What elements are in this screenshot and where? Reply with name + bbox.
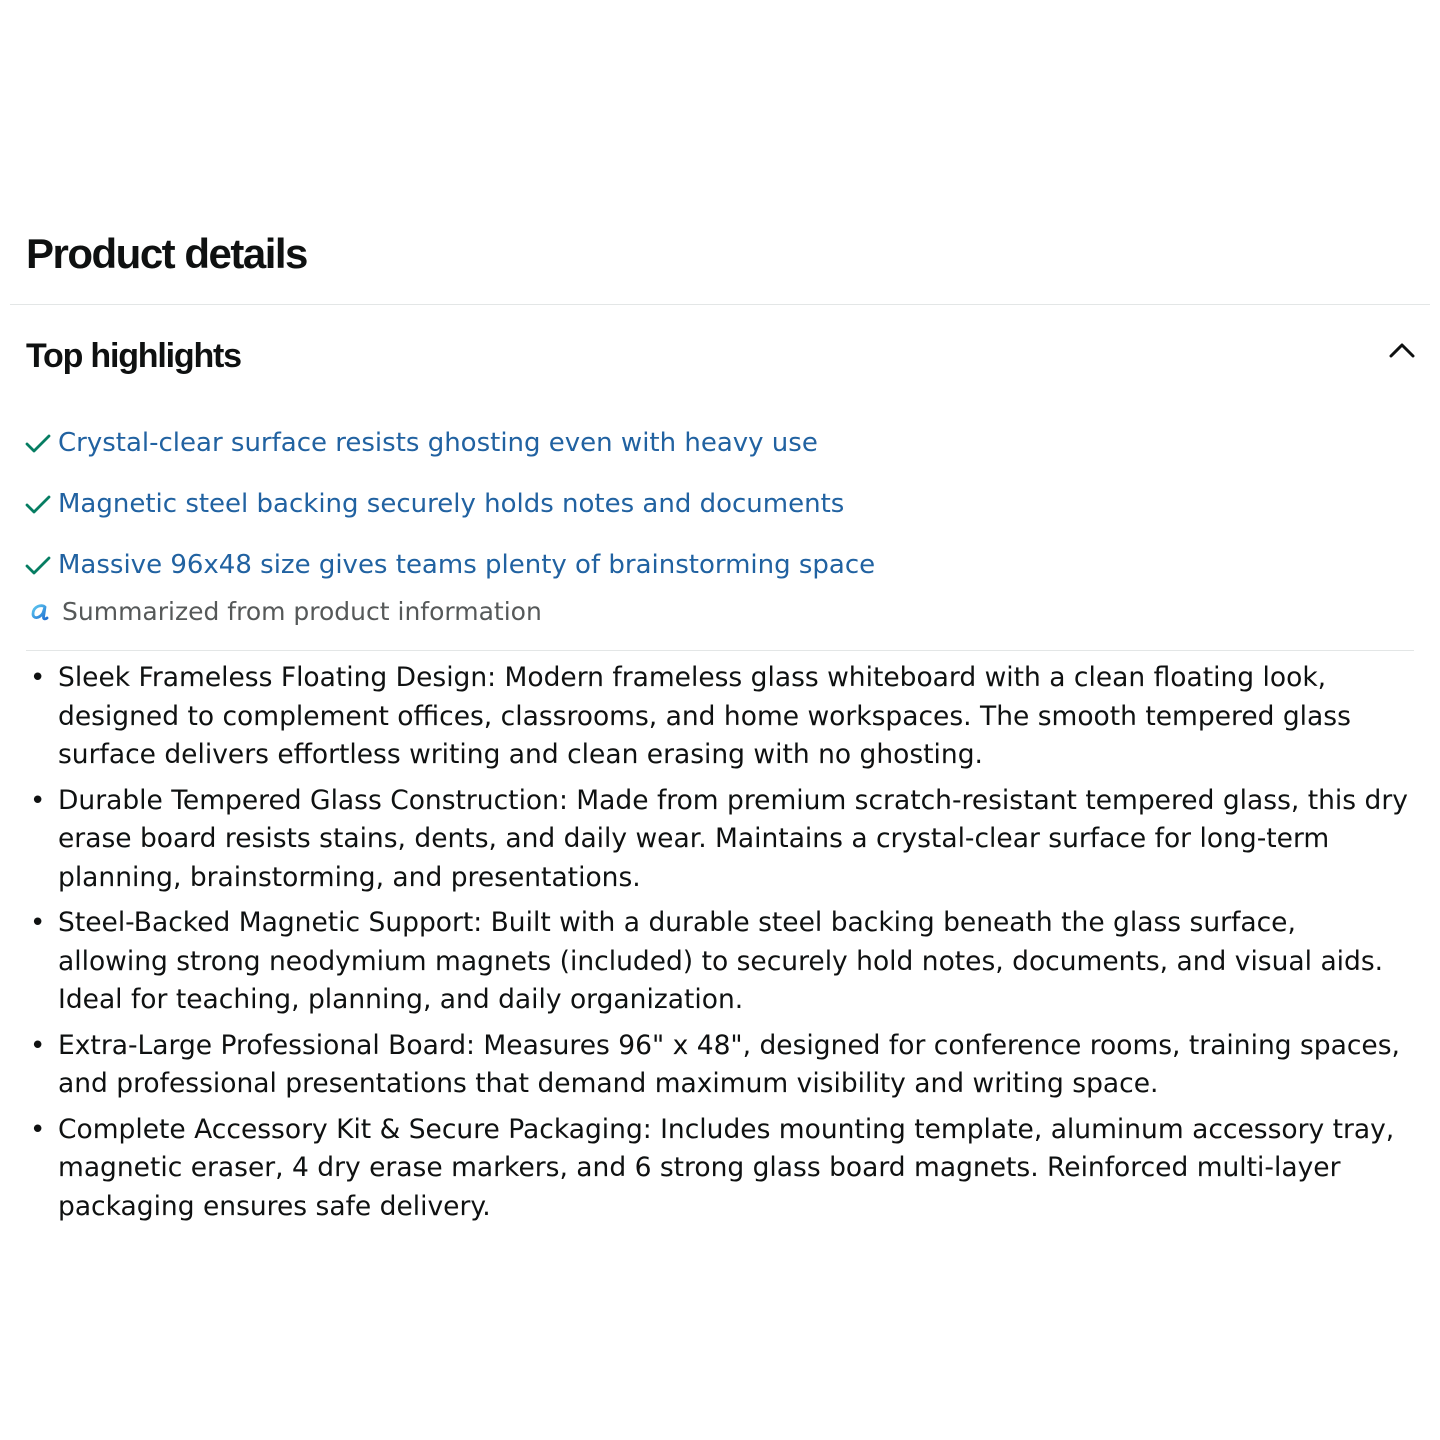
bullet-text: Steel-Backed Magnetic Support: Built with a durable steel backing beneath the glass surface, allowing strong neodymium magnets (included) to securely hold notes, documents, and visual aids. Ideal for teaching, planning, and daily organization.	[58, 907, 1384, 1015]
summary-source-text: Summarized from product information	[62, 597, 542, 626]
section-divider	[26, 650, 1414, 651]
feature-bullet-list	[26, 659, 1416, 1233]
section-divider	[10, 304, 1430, 305]
bullet-icon: •	[30, 1114, 46, 1145]
chevron-up-icon	[1388, 341, 1416, 359]
bullet-icon: •	[30, 908, 46, 938]
list-item	[26, 1027, 1416, 1104]
bullet-icon: •	[30, 785, 46, 816]
highlight-link[interactable]: Magnetic steel backing securely holds notes and documents	[58, 488, 845, 519]
bullet-text: Durable Tempered Glass Construction: Made from premium scratch-resistant tempered glass, this dry erase board resists stains, dents, and daily wear. Maintains a crystal-clear surface for long-term planning, brainstorming, and presentations.	[58, 784, 1408, 893]
highlight-item	[24, 534, 875, 595]
checkmark-icon	[24, 490, 52, 518]
bullet-text: Complete Accessory Kit & Secure Packaging: Includes mounting template, aluminum accessory tray, magnetic eraser, 4 dry erase markers, and 6 strong glass board magnets. Reinforced multi-layer packaging ensures safe delivery.	[58, 1113, 1395, 1222]
highlight-link[interactable]: Massive 96x48 size gives teams plenty of brainstorming space	[58, 549, 876, 580]
highlights-list	[24, 412, 1414, 595]
top-highlights-title: Top highlights	[26, 337, 241, 375]
bullet-icon: •	[30, 1030, 46, 1061]
page-title: Product details	[26, 230, 307, 277]
checkmark-icon	[24, 551, 52, 579]
bullet-icon: •	[30, 663, 46, 693]
highlight-link[interactable]: Crystal-clear surface resists ghosting even with heavy use	[58, 427, 818, 458]
ai-summary-icon	[28, 600, 52, 624]
list-item	[26, 1111, 1416, 1227]
collapse-highlights-button[interactable]	[1384, 334, 1420, 366]
list-item	[26, 659, 1416, 775]
checkmark-icon	[24, 429, 52, 457]
bullet-text: Extra-Large Professional Board: Measures 96" x 48", designed for conference rooms, training spaces, and professional presentations that demand maximum visibility and writing space.	[58, 1029, 1400, 1099]
list-item	[26, 782, 1416, 898]
list-item	[26, 904, 1416, 1020]
summary-note	[28, 594, 542, 630]
highlight-item	[24, 473, 844, 534]
highlight-item	[24, 412, 818, 473]
bullet-text: Sleek Frameless Floating Design: Modern frameless glass whiteboard with a clean floating look, designed to complement offices, classrooms, and home workspaces. The smooth tempered glass surface delivers effortless writing and clean erasing with no ghosting.	[58, 662, 1351, 770]
